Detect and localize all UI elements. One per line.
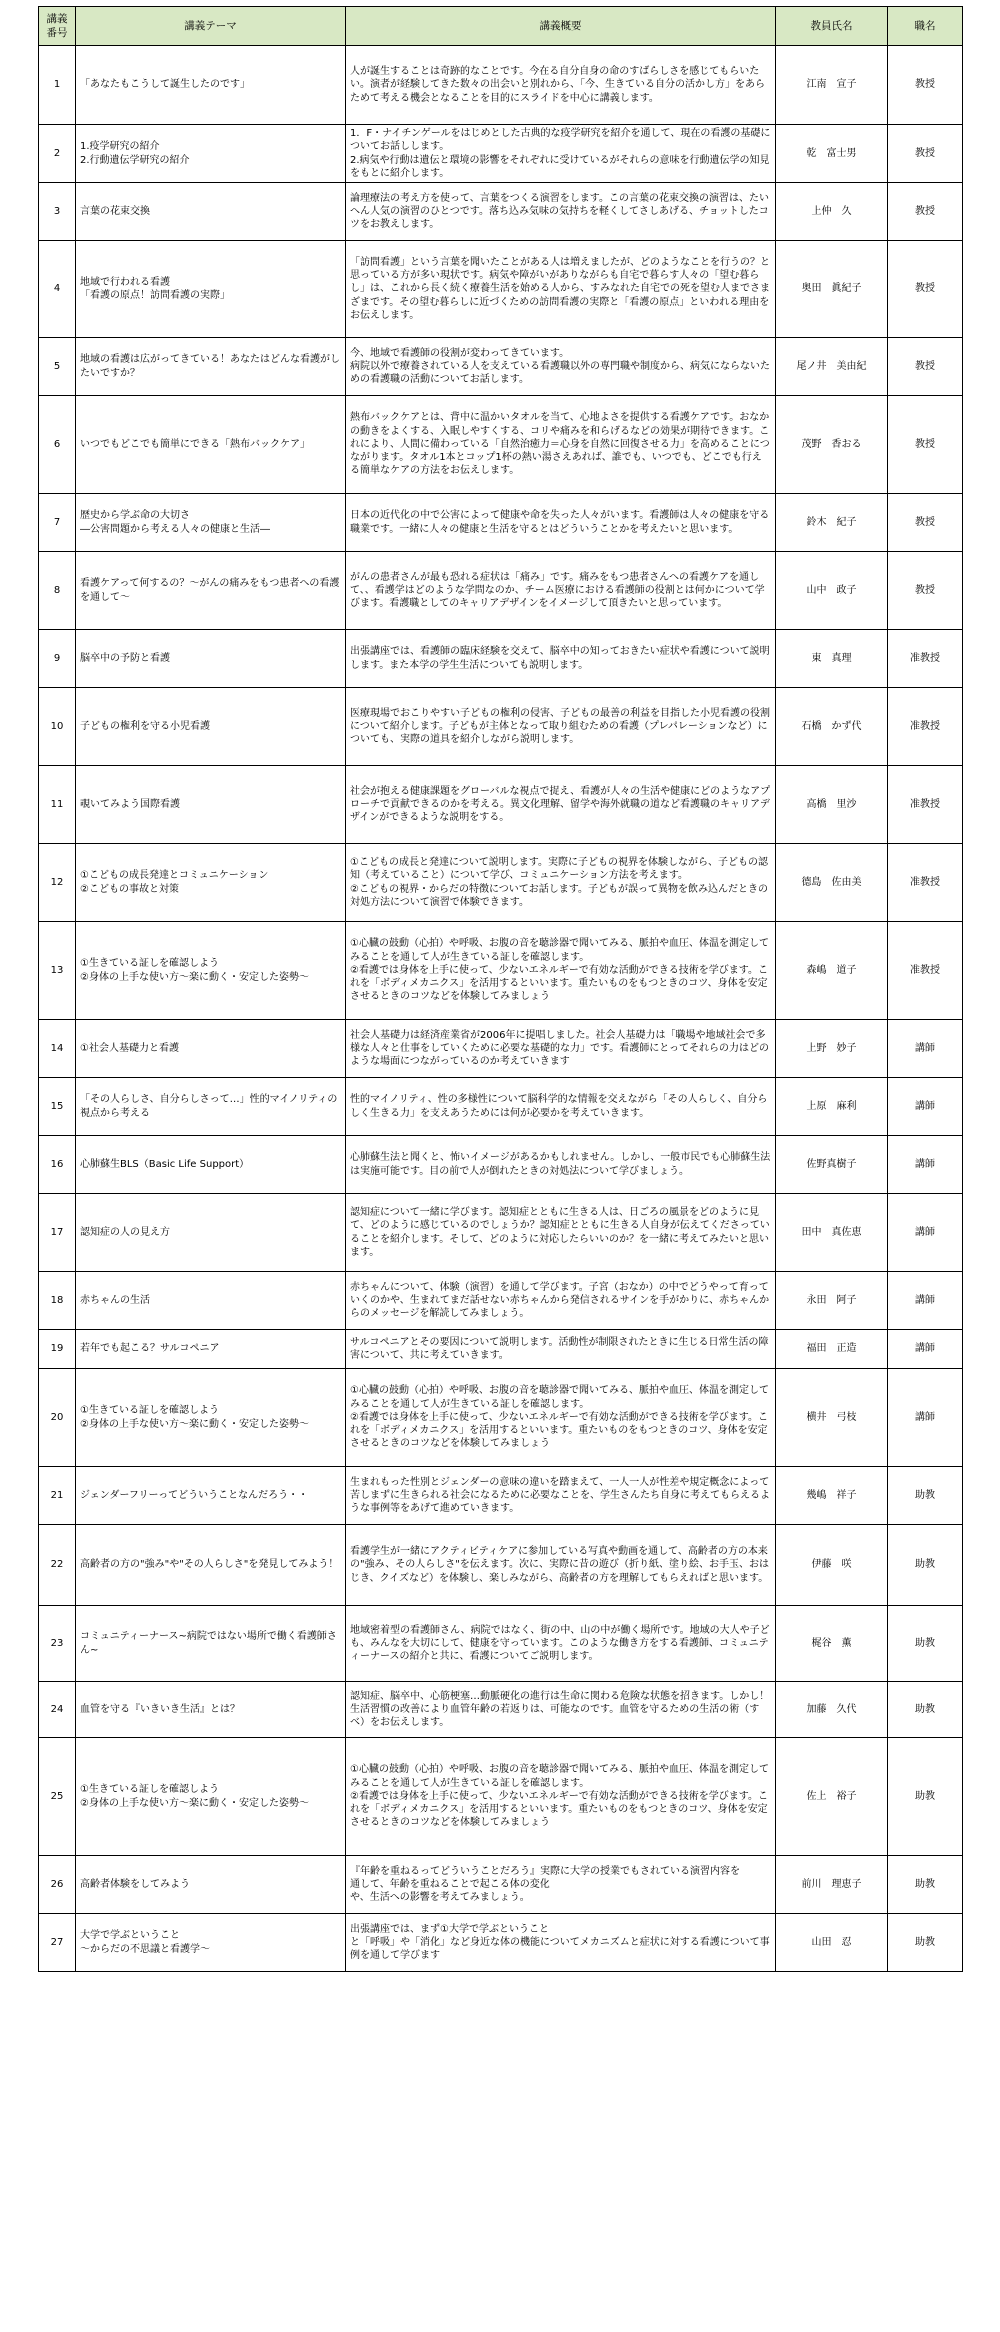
instructor-name: 山中 政子 <box>776 552 888 630</box>
lecture-number: 14 <box>39 1020 76 1078</box>
instructor-name: 福田 正造 <box>776 1330 888 1369</box>
lecture-summary: ①心臓の鼓動（心拍）や呼吸、お腹の音を聴診器で聞いてみる、脈拍や血圧、体温を測定してみることを通して人が生きている証しを確認します。 ②看護では身体を上手に使って、少ないエネルギーで有効な活動ができる技術を学びます。これを「ボディメカニクス」を活用するといいます。重たいものをもつときのコツ、身体を安定させるときのコツなどを体験してみましょう <box>346 922 776 1020</box>
table-row <box>39 494 963 552</box>
lecture-summary: ①こどもの成長と発達について説明します。実際に子どもの視界を体験しながら、子どもの認知（考えていること）について学び、コミュニケーション方法を考えます。 ②こどもの視界・からだの特徴についてお話します。子どもが誤って異物を飲み込んだときの対処方法について演習で体験できます。 <box>346 844 776 922</box>
lecture-summary: 認知症について一緒に学びます。認知症とともに生きる人は、日ごろの風景をどのように見て、どのように感じているのでしょうか？認知症とともに生きる人自身が伝えてくださっていることを紹介します。そして、どのように対応したらいいのか？を一緒に考えてみたいと思います。 <box>346 1194 776 1272</box>
lecture-number: 18 <box>39 1272 76 1330</box>
instructor-name: 伊藤 咲 <box>776 1525 888 1606</box>
table-row <box>39 241 963 338</box>
lecture-number: 26 <box>39 1856 76 1914</box>
instructor-rank: 教授 <box>888 46 963 125</box>
lecture-table <box>38 6 963 1972</box>
lecture-number: 1 <box>39 46 76 125</box>
instructor-rank: 助教 <box>888 1467 963 1525</box>
header-theme: 講義テーマ <box>76 7 346 46</box>
instructor-name: 幾嶋 祥子 <box>776 1467 888 1525</box>
table-row <box>39 1369 963 1467</box>
table-header-row <box>39 7 963 46</box>
lecture-summary: 『年齢を重ねるってどういうことだろう』実際に大学の授業でもされている演習内容を 通して、年齢を重ねることで起こる体の変化 や、生活への影響を考えてみましょう。 <box>346 1856 776 1914</box>
instructor-rank: 助教 <box>888 1682 963 1738</box>
lecture-summary: 日本の近代化の中で公害によって健康や命を失った人々がいます。看護師は人々の健康を守る職業です。一緒に人々の健康と生活を守るとはどういうことかを考えたいと思います。 <box>346 494 776 552</box>
lecture-theme: 1.疫学研究の紹介 2.行動遺伝学研究の紹介 <box>76 125 346 183</box>
lecture-summary: サルコペニアとその要因について説明します。活動性が制限されたときに生じる日常生活の障害について、共に考えていきます。 <box>346 1330 776 1369</box>
lecture-theme: 看護ケアって何するの？～がんの痛みをもつ患者への看護を通して～ <box>76 552 346 630</box>
instructor-name: 上野 妙子 <box>776 1020 888 1078</box>
lecture-theme: ①社会人基礎力と看護 <box>76 1020 346 1078</box>
instructor-name: 上仲 久 <box>776 183 888 241</box>
lecture-theme: 「その人らしさ、自分らしさって…」性的マイノリティの視点から考える <box>76 1078 346 1136</box>
header-summary: 講義概要 <box>346 7 776 46</box>
lecture-number: 8 <box>39 552 76 630</box>
table-row <box>39 1525 963 1606</box>
table-row <box>39 552 963 630</box>
lecture-summary: 看護学生が一緒にアクティビティケアに参加している写真や動画を通して、高齢者の方の本来の"強み、その人らしさ"を伝えます。次に、実際に昔の遊び（折り紙、塗り絵、お手玉、おはじき、クイズなど）を体験し、楽しみながら、高齢者の方を理解してもらえればと思います。 <box>346 1525 776 1606</box>
lecture-number: 19 <box>39 1330 76 1369</box>
table-row <box>39 1914 963 1972</box>
header-name: 教員氏名 <box>776 7 888 46</box>
instructor-rank: 講師 <box>888 1330 963 1369</box>
lecture-number: 27 <box>39 1914 76 1972</box>
instructor-rank: 講師 <box>888 1020 963 1078</box>
lecture-summary: 出張講座では、看護師の臨床経験を交えて、脳卒中の知っておきたい症状や看護について説明します。また本学の学生生活についても説明します。 <box>346 630 776 688</box>
instructor-rank: 助教 <box>888 1525 963 1606</box>
instructor-rank: 教授 <box>888 338 963 396</box>
instructor-rank: 教授 <box>888 494 963 552</box>
instructor-rank: 講師 <box>888 1136 963 1194</box>
lecture-summary: 出張講座では、まず①大学で学ぶということ と「呼吸」や「消化」など身近な体の機能についてメカニズムと症状に対する看護について事例を通して学びます <box>346 1914 776 1972</box>
lecture-summary: 医療現場でおこりやすい子どもの権利の侵害、子どもの最善の利益を目指した小児看護の役割について紹介します。子どもが主体となって取り組むための看護（プレパレーションなど）についても、実際の道具を紹介しながら説明します。 <box>346 688 776 766</box>
instructor-name: 森嶋 道子 <box>776 922 888 1020</box>
lecture-theme: いつでもどこでも簡単にできる「熱布バックケア」 <box>76 396 346 494</box>
lecture-number: 11 <box>39 766 76 844</box>
instructor-name: 茂野 香おる <box>776 396 888 494</box>
lecture-theme: 「あなたもこうして誕生したのです」 <box>76 46 346 125</box>
lecture-number: 2 <box>39 125 76 183</box>
lecture-summary: ①心臓の鼓動（心拍）や呼吸、お腹の音を聴診器で聞いてみる、脈拍や血圧、体温を測定してみることを通して人が生きている証しを確認します。 ②看護では身体を上手に使って、少ないエネルギーで有効な活動ができる技術を学びます。これを「ボディメカニクス」を活用するといいます。重たいものをもつときのコツ、身体を安定させるときのコツなどを体験してみましょう <box>346 1738 776 1856</box>
instructor-name: 德島 佐由美 <box>776 844 888 922</box>
lecture-theme: ①生きている証しを確認しよう ②身体の上手な使い方～楽に動く・安定した姿勢～ <box>76 922 346 1020</box>
lecture-number: 3 <box>39 183 76 241</box>
instructor-name: 佐上 裕子 <box>776 1738 888 1856</box>
instructor-name: 奥田 眞紀子 <box>776 241 888 338</box>
table-row <box>39 1682 963 1738</box>
lecture-table-container <box>38 6 962 1972</box>
lecture-summary: 社会が抱える健康課題をグローバルな視点で捉え、看護が人々の生活や健康にどのようなアプローチで貢献できるのかを考える。異文化理解、留学や海外就職の道など看護職のキャリアデザインができるような説明をする。 <box>346 766 776 844</box>
lecture-number: 15 <box>39 1078 76 1136</box>
lecture-summary: 論理療法の考え方を使って、言葉をつくる演習をします。この言葉の花束交換の演習は、たいへん人気の演習のひとつです。落ち込み気味の気持ちを軽くしてさしあげる、チョットしたコツをお教えします。 <box>346 183 776 241</box>
lecture-summary: ①心臓の鼓動（心拍）や呼吸、お腹の音を聴診器で聞いてみる、脈拍や血圧、体温を測定してみることを通して人が生きている証しを確認します。 ②看護では身体を上手に使って、少ないエネルギーで有効な活動ができる技術を学びます。これを「ボディメカニクス」を活用するといいます。重たいものをもつときのコツ、身体を安定させるときのコツなどを体験してみましょう <box>346 1369 776 1467</box>
lecture-theme: ジェンダーフリーってどういうことなんだろう・・ <box>76 1467 346 1525</box>
lecture-theme: ①こどもの成長発達とコミュニケーション ②こどもの事故と対策 <box>76 844 346 922</box>
lecture-theme: 覗いてみよう国際看護 <box>76 766 346 844</box>
instructor-rank: 助教 <box>888 1914 963 1972</box>
instructor-name: 横井 弓枝 <box>776 1369 888 1467</box>
instructor-name: 鈴木 紀子 <box>776 494 888 552</box>
lecture-number: 21 <box>39 1467 76 1525</box>
table-row <box>39 1194 963 1272</box>
lecture-theme: 血管を守る『いきいき生活』とは？ <box>76 1682 346 1738</box>
table-row <box>39 1020 963 1078</box>
lecture-summary: 赤ちゃんについて、体験（演習）を通して学びます。子宮（おなか）の中でどうやって育っていくのかや、生まれてまだ話せない赤ちゃんから発信されるサインを手がかりに、赤ちゃんからのメッセージを解読してみましょう。 <box>346 1272 776 1330</box>
table-row <box>39 396 963 494</box>
instructor-rank: 教授 <box>888 552 963 630</box>
instructor-name: 加藤 久代 <box>776 1682 888 1738</box>
instructor-name: 佐野真樹子 <box>776 1136 888 1194</box>
instructor-name: 石橋 かず代 <box>776 688 888 766</box>
lecture-theme: コミュニティーナース~病院ではない場所で働く看護師さん~ <box>76 1606 346 1682</box>
lecture-number: 23 <box>39 1606 76 1682</box>
instructor-rank: 教授 <box>888 396 963 494</box>
lecture-number: 7 <box>39 494 76 552</box>
lecture-number: 20 <box>39 1369 76 1467</box>
instructor-rank: 講師 <box>888 1078 963 1136</box>
instructor-name: 高橋 里沙 <box>776 766 888 844</box>
instructor-name: 江南 宣子 <box>776 46 888 125</box>
table-row <box>39 338 963 396</box>
lecture-number: 4 <box>39 241 76 338</box>
instructor-rank: 教授 <box>888 241 963 338</box>
instructor-name: 田中 真佐恵 <box>776 1194 888 1272</box>
table-row <box>39 1738 963 1856</box>
instructor-rank: 准教授 <box>888 630 963 688</box>
lecture-summary: 地域密着型の看護師さん、病院ではなく、街の中、山の中が働く場所です。地域の大人や子ども、みんなを大切にして、健康を守っています。このような働き方をする看護師、コミュニティーナースの紹介と共に、看護についてご説明します。 <box>346 1606 776 1682</box>
lecture-number: 16 <box>39 1136 76 1194</box>
table-row <box>39 688 963 766</box>
lecture-theme: 高齢者の方の"強み"や"その人らしさ"を発見してみよう！ <box>76 1525 346 1606</box>
lecture-theme: ①生きている証しを確認しよう ②身体の上手な使い方～楽に動く・安定した姿勢～ <box>76 1738 346 1856</box>
lecture-summary: 性的マイノリティ、性の多様性について脳科学的な情報を交えながら「その人らしく、自分らしく生きる力」を支えあうためには何が必要かを考えていきます。 <box>346 1078 776 1136</box>
table-row <box>39 630 963 688</box>
lecture-number: 5 <box>39 338 76 396</box>
lecture-summary: がんの患者さんが最も恐れる症状は「痛み」です。痛みをもつ患者さんへの看護ケアを通して、、看護学はどのような学問なのか、チーム医療における看護師の役割とは何かについて学びます。看護職としてのキャリアデザインをイメージして頂きたいと思っています。 <box>346 552 776 630</box>
table-row <box>39 1467 963 1525</box>
lecture-theme: 地域で行われる看護 「看護の原点！訪問看護の実際」 <box>76 241 346 338</box>
lecture-number: 25 <box>39 1738 76 1856</box>
lecture-theme: 心肺蘇生BLS（Basic Life Support） <box>76 1136 346 1194</box>
instructor-rank: 教授 <box>888 183 963 241</box>
lecture-theme: 若年でも起こる？サルコペニア <box>76 1330 346 1369</box>
instructor-name: 上原 麻利 <box>776 1078 888 1136</box>
lecture-theme: ①生きている証しを確認しよう ②身体の上手な使い方～楽に動く・安定した姿勢～ <box>76 1369 346 1467</box>
table-row <box>39 46 963 125</box>
lecture-theme: 大学で学ぶということ ～からだの不思議と看護学～ <box>76 1914 346 1972</box>
table-row <box>39 1606 963 1682</box>
instructor-rank: 講師 <box>888 1369 963 1467</box>
instructor-name: 尾ノ井 美由紀 <box>776 338 888 396</box>
lecture-summary: 社会人基礎力は経済産業省が2006年に提唱しました。社会人基礎力は「職場や地域社会で多様な人々と仕事をしていくために必要な基礎的な力」です。看護師にとってそれらの力はどのような場面につながっているのか考えていきます <box>346 1020 776 1078</box>
header-no: 講義 番号 <box>39 7 76 46</box>
lecture-number: 24 <box>39 1682 76 1738</box>
instructor-rank: 講師 <box>888 1194 963 1272</box>
lecture-summary: 心肺蘇生法と聞くと、怖いイメージがあるかもしれません。しかし、一般市民でも心肺蘇生法は実施可能です。目の前で人が倒れたときの対処法について学びましょう。 <box>346 1136 776 1194</box>
instructor-rank: 講師 <box>888 1272 963 1330</box>
instructor-rank: 助教 <box>888 1856 963 1914</box>
lecture-theme: 脳卒中の予防と看護 <box>76 630 346 688</box>
lecture-summary: 今、地域で看護師の役割が変わってきています。 病院以外で療養されている人を支えている看護職以外の専門職や制度から、病気にならないための看護職の活動についてお話します。 <box>346 338 776 396</box>
lecture-theme: 高齢者体験をしてみよう <box>76 1856 346 1914</box>
instructor-name: 東 真理 <box>776 630 888 688</box>
lecture-number: 10 <box>39 688 76 766</box>
instructor-rank: 准教授 <box>888 844 963 922</box>
instructor-rank: 教授 <box>888 125 963 183</box>
lecture-number: 17 <box>39 1194 76 1272</box>
lecture-summary: 「訪問看護」という言葉を聞いたことがある人は増えましたが、どのようなことを行うの？と思っている方が多い現状です。病気や障がいがありながらも自宅で暮らす人々の「望む暮らし」は、これから長く続く療養生活を始める人から、すみなれた自宅での死を望む人までさまざまです。その望む暮らしに近づくための訪問看護の実際と「看護の原点」といわれる理由をお伝えします。 <box>346 241 776 338</box>
table-row <box>39 1272 963 1330</box>
instructor-name: 乾 富士男 <box>776 125 888 183</box>
lecture-summary: 認知症、脳卒中、心筋梗塞…動脈硬化の進行は生命に関わる危険な状態を招きます。しかし！生活習慣の改善により血管年齢の若返りは、可能なのです。血管を守るための生活の術（すべ）をお伝えします。 <box>346 1682 776 1738</box>
lecture-number: 12 <box>39 844 76 922</box>
lecture-theme: 歴史から学ぶ命の大切さ ―公害問題から考える人々の健康と生活― <box>76 494 346 552</box>
header-rank: 職名 <box>888 7 963 46</box>
lecture-number: 22 <box>39 1525 76 1606</box>
lecture-theme: 言葉の花束交換 <box>76 183 346 241</box>
instructor-rank: 准教授 <box>888 688 963 766</box>
table-row <box>39 922 963 1020</box>
lecture-theme: 認知症の人の見え方 <box>76 1194 346 1272</box>
table-row <box>39 1330 963 1369</box>
lecture-theme: 地域の看護は広がってきている！あなたはどんな看護がしたいですか？ <box>76 338 346 396</box>
table-row <box>39 125 963 183</box>
instructor-rank: 助教 <box>888 1738 963 1856</box>
table-row <box>39 183 963 241</box>
lecture-summary: 1．F・ナイチンゲールをはじめとした古典的な疫学研究を紹介を通して、現在の看護の基礎についてお話しします。 2.病気や行動は遺伝と環境の影響をそれぞれに受けているがそれらの意味を行動遺伝学の知見をもとに紹介します。 <box>346 125 776 183</box>
lecture-summary: 熱布バックケアとは、背中に温かいタオルを当て、心地よさを提供する看護ケアです。おなかの動きをよくする、入眠しやすくする、コリや痛みを和らげるなどの効果が期待できます。これにより、人間に備わっている「自然治癒力＝心身を自然に回復させる力」を高めることにつながります。タオル1本とコップ1杯の熱い湯さえあれば、誰でも、いつでも、どこでも行える簡単なケアの方法をお伝えします。 <box>346 396 776 494</box>
lecture-summary: 人が誕生することは奇跡的なことです。今在る自分自身の命のすばらしさを感じてもらいたい。演者が経験してきた数々の出会いと別れから、「今、生きている自分の活かし方」をあらためて考える機会となることを目的にスライドを中心に講義します。 <box>346 46 776 125</box>
table-body <box>39 46 963 1972</box>
lecture-theme: 赤ちゃんの生活 <box>76 1272 346 1330</box>
lecture-number: 13 <box>39 922 76 1020</box>
table-row <box>39 1136 963 1194</box>
lecture-theme: 子どもの権利を守る小児看護 <box>76 688 346 766</box>
instructor-name: 山田 忍 <box>776 1914 888 1972</box>
instructor-name: 永田 阿子 <box>776 1272 888 1330</box>
table-row <box>39 844 963 922</box>
instructor-name: 前川 理恵子 <box>776 1856 888 1914</box>
table-row <box>39 766 963 844</box>
lecture-number: 9 <box>39 630 76 688</box>
instructor-rank: 准教授 <box>888 766 963 844</box>
instructor-name: 梶谷 薫 <box>776 1606 888 1682</box>
lecture-number: 6 <box>39 396 76 494</box>
table-row <box>39 1856 963 1914</box>
lecture-summary: 生まれもった性別とジェンダーの意味の違いを踏まえて、一人一人が性差や規定概念によって苦しまずに生きられる社会になるために必要なことを、学生さんたち自身に考えてもらえるような事例等をあげて進めていきます。 <box>346 1467 776 1525</box>
instructor-rank: 准教授 <box>888 922 963 1020</box>
instructor-rank: 助教 <box>888 1606 963 1682</box>
table-row <box>39 1078 963 1136</box>
